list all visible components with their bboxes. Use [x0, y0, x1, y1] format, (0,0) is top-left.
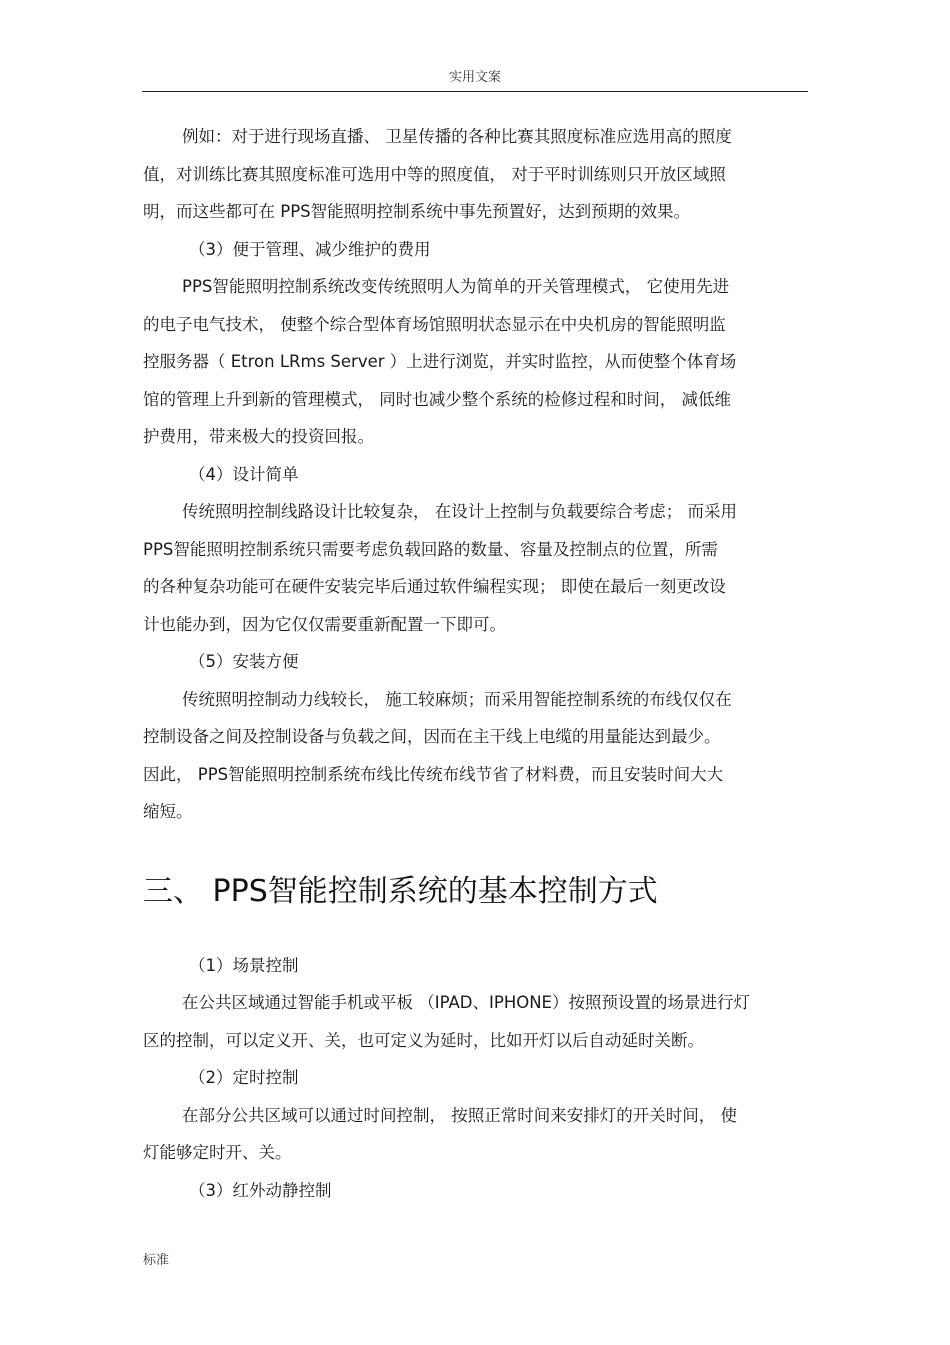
text-line: 灯能够定时开、关。 — [143, 1143, 292, 1162]
text-line: 在公共区域通过智能手机或平板 （IPAD、IPHONE）按照预设置的场景进行灯 — [182, 993, 750, 1012]
text-line: 因此， PPS智能照明控制系统布线比传统布线节省了材料费，而且安装时间大大 — [143, 764, 724, 784]
subsection-heading: （5）安装方便 — [189, 652, 299, 671]
text-line: 在部分公共区域可以通过时间控制， 按照正常时间来安排灯的开关时间， 使 — [182, 1105, 737, 1125]
text-line: 馆的管理上升到新的管理模式， 同时也减少整个系统的检修过程和时间， 减低维 — [143, 389, 731, 409]
document-body — [143, 118, 808, 1209]
subsection-heading: （4）设计简单 — [189, 464, 299, 484]
page-footer: 标准 — [143, 1253, 170, 1268]
text-line: 的电子电气技术， 使整个综合型体育场馆照明状态显示在中央机房的智能照明监 — [143, 314, 726, 334]
text-line: 值，对训练比赛其照度标准可选用中等的照度值， 对于平时训练则只开放区域照 — [143, 164, 726, 184]
text-line: PPS智能照明控制系统只需要考虑负载回路的数量、容量及控制点的位置，所需 — [143, 539, 718, 559]
section-title: 三、 PPS智能控制系统的基本控制方式 — [143, 873, 658, 909]
header-divider — [142, 91, 808, 92]
paragraphs-after-section — [143, 947, 808, 1210]
text-line: 计也能办到，因为它仅仅需要重新配置一下即可。 — [143, 614, 506, 634]
paragraphs-before-section — [143, 118, 808, 831]
text-line: 区的控制，可以定义开、关，也可定义为延时，比如开灯以后自动延时关断。 — [143, 1030, 704, 1050]
text-line: 传统照明控制动力线较长， 施工较麻烦；而采用智能控制系统的布线仅仅在 — [182, 689, 732, 709]
text-line: 的各种复杂功能可在硬件安装完毕后通过软件编程实现； 即使在最后一刻更改设 — [143, 577, 726, 596]
text-line: 缩短。 — [143, 802, 193, 821]
subsection-heading: （1）场景控制 — [189, 955, 299, 975]
text-line: PPS智能照明控制系统改变传统照明人为简单的开关管理模式， 它使用先进 — [182, 277, 730, 296]
subsection-heading: （3）便于管理、减少维护的费用 — [189, 239, 431, 259]
text-line: 控制设备之间及控制设备与负载之间，因而在主干线上电缆的用量能达到最少。 — [143, 727, 721, 746]
subsection-heading: （3）红外动静控制 — [189, 1180, 332, 1200]
subsection-heading: （2）定时控制 — [189, 1068, 299, 1087]
page-header: 实用文案 — [448, 70, 501, 85]
text-line: 明，而这些都可在 PPS智能照明控制系统中事先预置好，达到预期的效果。 — [143, 202, 691, 221]
text-line: 例如：对于进行现场直播、 卫星传播的各种比赛其照度标准应选用高的照度 — [182, 127, 732, 146]
text-line: 传统照明控制线路设计比较复杂， 在设计上控制与负载要综合考虑； 而采用 — [182, 502, 737, 521]
text-line: 护费用，带来极大的投资回报。 — [143, 427, 374, 446]
text-line: 控服务器（ Etron LRms Server ）上进行浏览，并实时监控，从而使整个体育场 — [143, 352, 737, 371]
